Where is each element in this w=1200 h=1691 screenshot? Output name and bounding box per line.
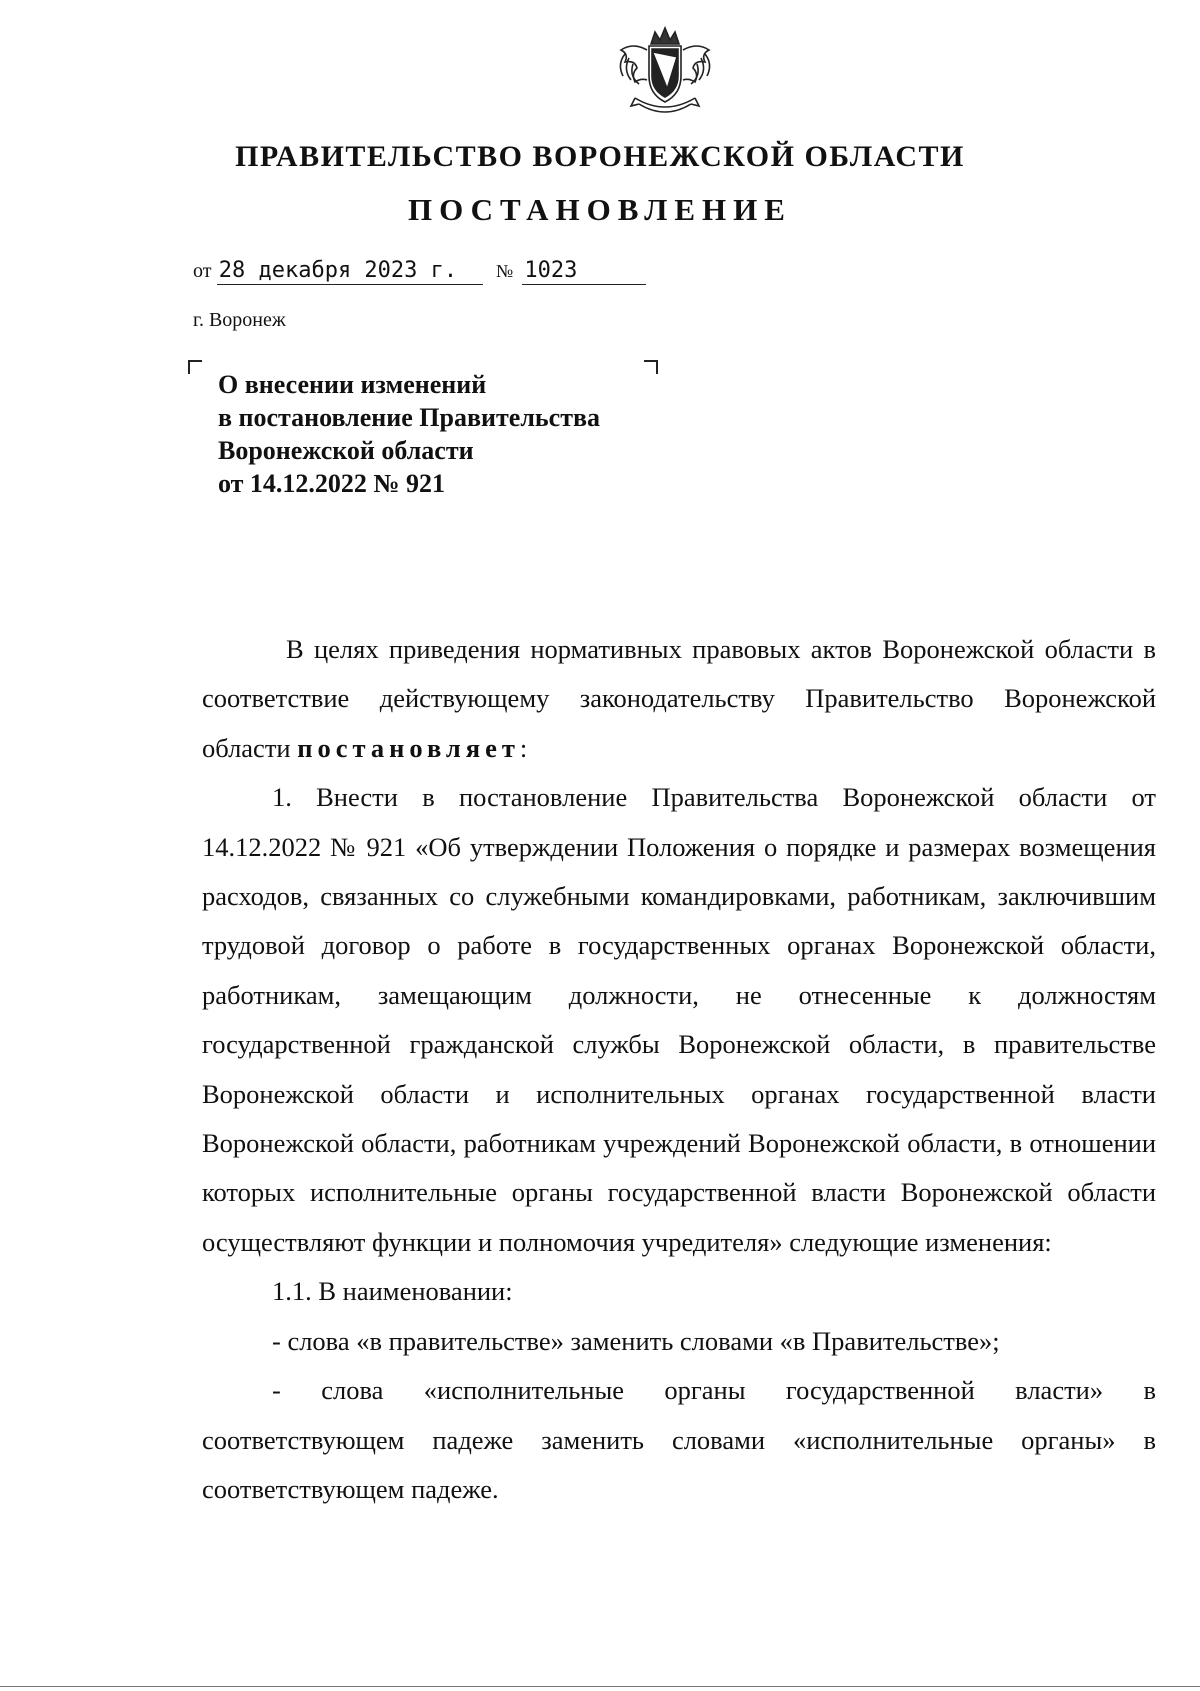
document-number: 1023 [522,258,646,285]
item-1-paragraph: 1. Внести в постановление Правительства Воронежской области от 14.12.2022 № 921 «Об утверждении Положения о порядке и размерах возмещения расходов, связанных со служебными командировками, работникам, заключившим трудовой договор о работе в государственных органах Воронежской области, работникам, замещающим должности, не отнесенные к должностям государственной гражданской службы Воронежской области, в правительстве Воронежской области и исполнительных органах государственной власти Воронежской области, работникам учреждений Воронежской области, в отношении которых исполнительные органы государственной власти Воронежской области осуществляют функции и полномочия учредителя» следующие изменения: [202,782,1156,1257]
date-number-line [193,258,646,285]
city-label: г. Воронеж [193,309,286,331]
page-bottom-rule [0,1686,1200,1687]
subject-line: в постановление Правительства [218,403,601,432]
subject-line: Воронежской области [218,436,474,465]
subject-corner-left [188,360,202,374]
preamble-paragraph [202,625,1156,773]
decree-verb: постановляет [297,732,520,763]
coat-of-arms-icon [605,24,725,120]
document-body [202,625,1156,1514]
amendment-bullet: - слова «исполнительные органы государственной власти» в соответствующем падеже заменить словами «исполнительные органы» в соответствующем падеже. [202,1375,1156,1504]
document-subject [218,368,658,500]
organization-title: ПРАВИТЕЛЬСТВО ВОРОНЕЖСКОЙ ОБЛАСТИ [235,140,965,173]
document-type-title: ПОСТАНОВЛЕНИЕ [408,192,792,227]
amendment-bullet: - слова «в правительстве» заменить словами «в Правительстве»; [272,1325,1000,1356]
subject-line: О внесении изменений [218,370,487,399]
subject-line: от 14.12.2022 № 921 [218,469,446,498]
item-1-1-heading: 1.1. В наименовании: [272,1276,513,1307]
number-label: № [495,261,514,281]
preamble-text: В целях приведения нормативных правовых актов Воронежской области в соответствие действующему законодательству Правительство Воронежской области [202,634,1156,763]
from-label: от [193,260,212,282]
document-date: 28 декабря 2023 г. [217,258,483,285]
preamble-colon: : [519,732,528,763]
